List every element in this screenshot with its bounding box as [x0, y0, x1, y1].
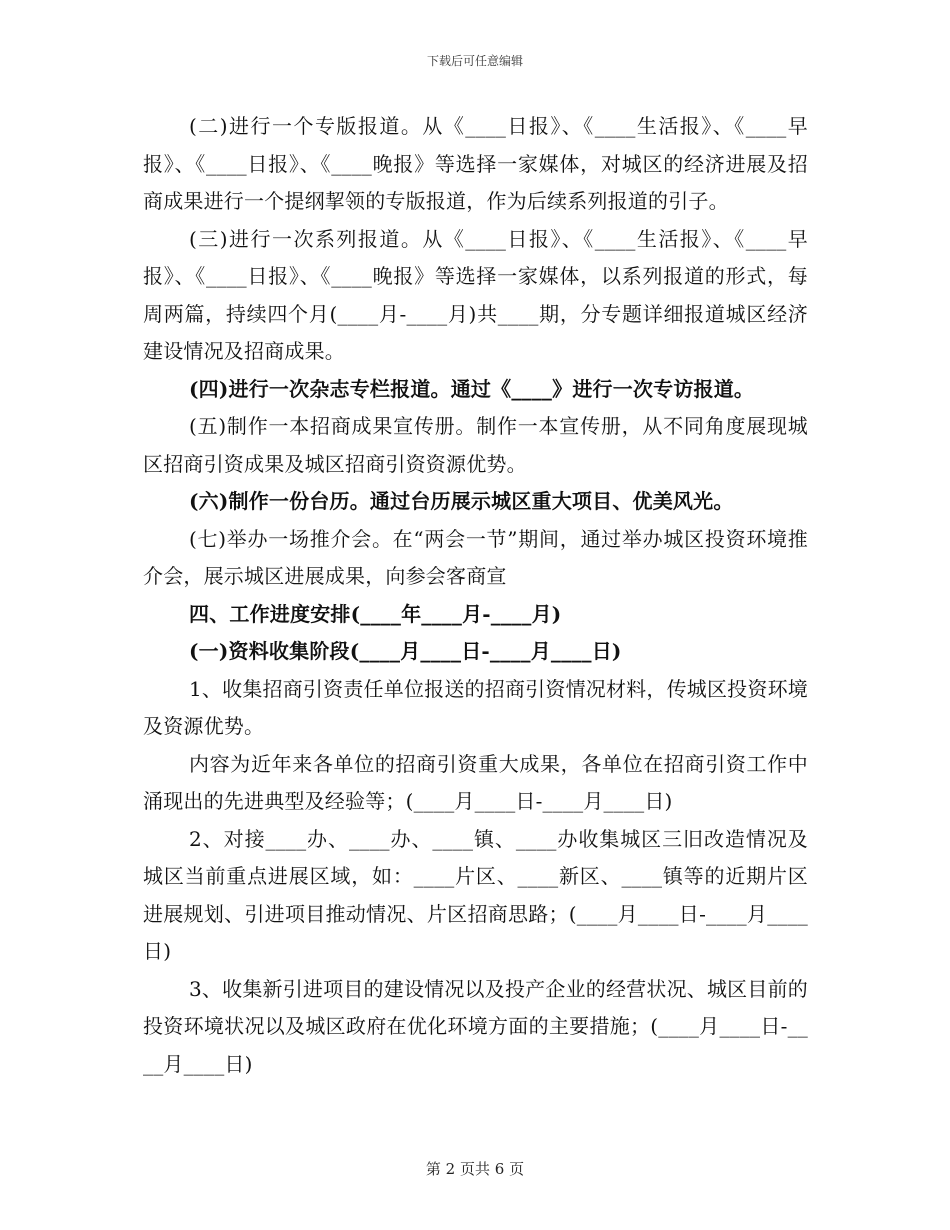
paragraph-5-brochure: (五)制作一本招商成果宣传册。制作一本宣传册，从不同角度展现城区招商引资成果及城区招商引资资源优势。	[143, 414, 808, 476]
list-item-1: 1、收集招商引资责任单位报送的招商引资情况材料，传城区投资环境及资源优势。	[143, 676, 808, 738]
paragraph-4-magazine-report: (四)进行一次杂志专栏报道。通过《____》进行一次专访报道。	[189, 376, 755, 401]
paragraph-6-calendar: (六)制作一份台历。通过台历展示城区重大项目、优美风光。	[189, 489, 734, 513]
paragraph-7-promotion-event: (七)举办一场推介会。在“两会一节”期间，通过举办城区投资环境推介会，展示城区进展成果，向参会客商宣	[143, 526, 808, 588]
page-footer: 第 2 页共 6 页	[425, 1160, 525, 1178]
list-item-3: 3、收集新引进项目的建设情况以及投产企业的经营状况、城区目前的投资环境状况以及城区政府在优化环境方面的主要措施；(____月____日-____月____日)	[143, 976, 808, 1076]
subsection-heading-collection: (一)资料收集阶段(____月____日-____月____日)	[189, 639, 622, 663]
list-item-1-detail: 内容为近年来各单位的招商引资重大成果，各单位在招商引资工作中涌现出的先进典型及经验等；(____月____日-____月____日)	[143, 751, 808, 813]
page-header: 下载后可任意编辑	[426, 54, 523, 68]
paragraph-3-series-report: (三)进行一次系列报道。从《____日报》、《____生活报》、《____早报》、《____日报》、《____晚报》等选择一家媒体，以系列报道的形式，每周两篇，持续四个月(____月-____月)共____期，分专题详细报道城区经济建设情况及招商成果。	[143, 226, 808, 363]
list-item-2: 2、对接____办、____办、____镇、____办收集城区三旧改造情况及城区当前重点进展区域，如：____片区、____新区、____镇等的近期片区进展规划、引进项目推动情况、片区招商思路；(____月____日-____月____日)	[143, 826, 808, 963]
document-body	[143, 108, 808, 1083]
section-heading-schedule: 四、工作进度安排(____年____月-____月)	[189, 601, 562, 626]
paragraph-2-special-report: (二)进行一个专版报道。从《____日报》、《____生活报》、《____早报》、《____日报》、《____晚报》等选择一家媒体，对城区的经济进展及招商成果进行一个提纲挈领的专版报道，作为后续系列报道的引子。	[143, 114, 808, 213]
